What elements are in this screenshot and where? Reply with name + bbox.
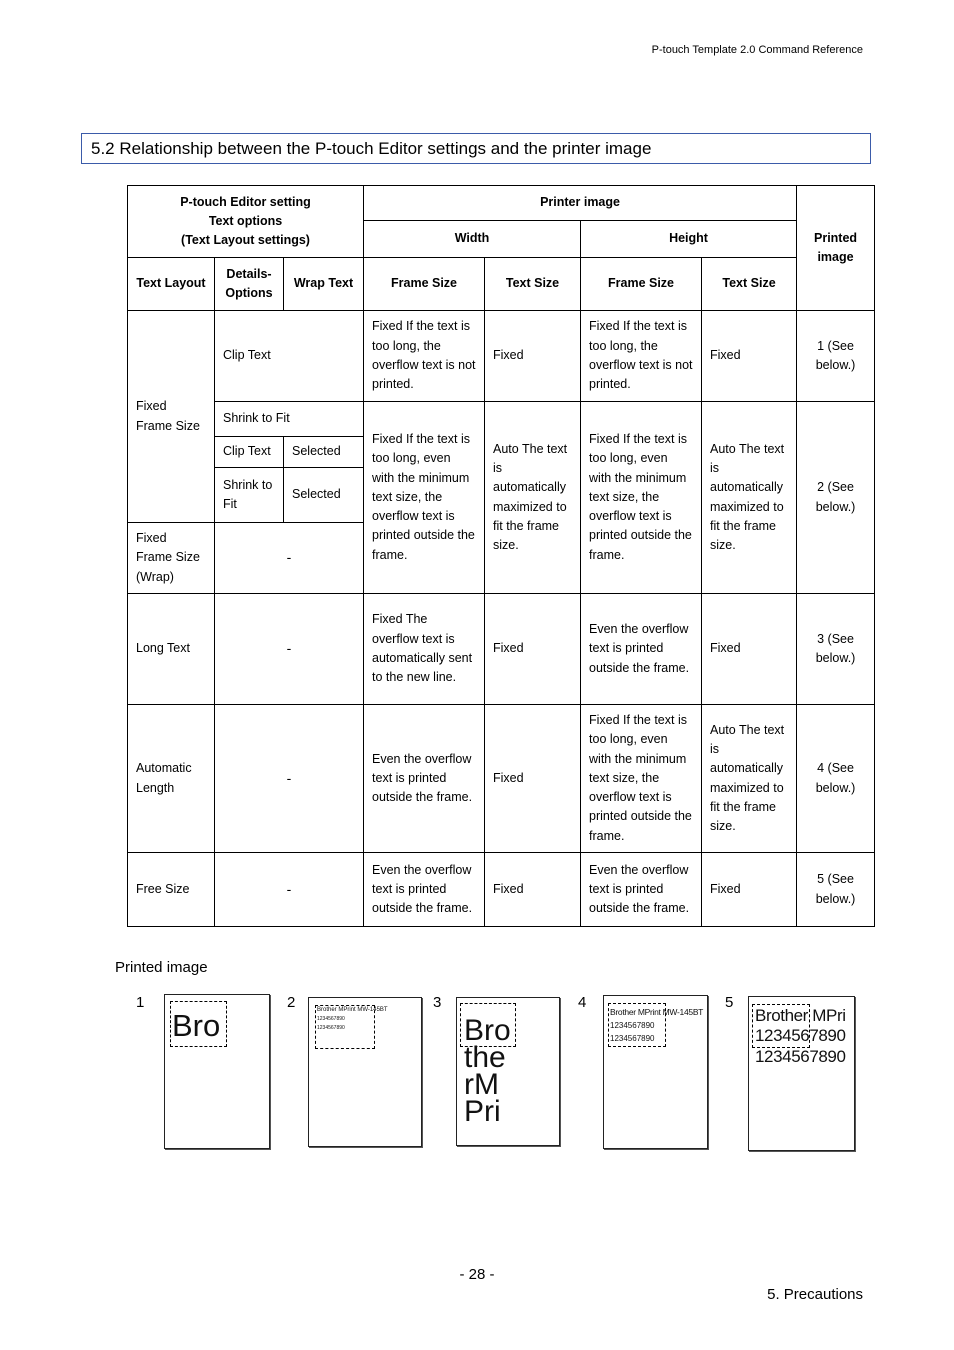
cell-option: -	[215, 853, 364, 927]
cell-text-layout: Fixed Frame Size (Wrap)	[128, 523, 215, 594]
cell-width-frame: Fixed If the text is too long, the overflow text is not printed.	[364, 311, 485, 402]
footer-section-title: 5. Precautions	[767, 1286, 863, 1303]
sample-text-line: Brother MPrint MW-145BT	[317, 1007, 388, 1013]
printed-sample-5	[748, 996, 855, 1151]
cell-text-layout: Free Size	[128, 853, 215, 927]
sample-text-line: Bro	[464, 1014, 511, 1047]
cell-height-frame: Even the overflow text is printed outside the frame.	[581, 594, 702, 705]
sample-text-line: 1234567890	[755, 1047, 846, 1066]
cell-height-frame: Fixed If the text is too long, even with the minimum text size, the overflow text is printed outside the frame.	[581, 402, 702, 594]
cell-height-text: Auto The text is automatically maximized to fit the frame size.	[702, 705, 797, 853]
cell-width-frame: Even the overflow text is printed outside the frame.	[364, 705, 485, 853]
header-text-layout: Text Layout	[128, 258, 215, 311]
cell-sub-option-value: Selected	[284, 468, 364, 523]
sample-text-line: Brother MPri	[755, 1006, 846, 1025]
cell-printed-image-ref: 5 (See below.)	[797, 853, 875, 927]
header-width: Width	[364, 221, 581, 258]
header-details-options: Details-Options	[215, 258, 284, 311]
cell-option: -	[215, 523, 364, 594]
sample-text-line: Bro	[172, 1008, 221, 1043]
cell-text-layout: Long Text	[128, 594, 215, 705]
cell-sub-option: Shrink to Fit	[215, 468, 284, 523]
header-height: Height	[581, 221, 797, 258]
sample-text-line: the	[464, 1041, 506, 1074]
cell-width-frame: Fixed The overflow text is automatically sent to the new line.	[364, 594, 485, 705]
header-editor-setting-line: Text options	[208, 213, 283, 228]
header-printed-image: Printed image	[797, 186, 875, 311]
sample-number: 2	[287, 994, 296, 1011]
sample-number: 4	[578, 994, 587, 1011]
header-editor-setting	[128, 186, 364, 258]
header-editor-setting-line: (Text Layout settings)	[181, 233, 310, 248]
cell-text-layout: Automatic Length	[128, 705, 215, 853]
cell-printed-image-ref: 3 (See below.)	[797, 594, 875, 705]
cell-height-frame: Even the overflow text is printed outside the frame.	[581, 853, 702, 927]
cell-option: Shrink to Fit	[215, 402, 364, 437]
cell-option: -	[215, 594, 364, 705]
cell-printed-image-ref: 2 (See below.)	[797, 402, 875, 594]
cell-width-text: Auto The text is automatically maximized to fit the frame size.	[485, 402, 581, 594]
cell-height-text: Fixed	[702, 594, 797, 705]
cell-text-layout: Fixed Frame Size	[128, 311, 215, 523]
cell-sub-option: Clip Text	[215, 437, 284, 468]
cell-height-text: Auto The text is automatically maximized to fit the frame size.	[702, 402, 797, 594]
section-heading: 5.2 Relationship between the P-touch Editor settings and the printer image	[81, 133, 871, 164]
cell-width-text: Fixed	[485, 705, 581, 853]
sample-text-line: 1234567890	[755, 1026, 846, 1045]
sample-number: 5	[725, 994, 734, 1011]
sample-text-line: Pri	[464, 1095, 501, 1128]
cell-sub-option-value: Selected	[284, 437, 364, 468]
cell-height-frame: Fixed If the text is too long, even with the minimum text size, the overflow text is printed outside the frame.	[581, 705, 702, 853]
cell-option: -	[215, 705, 364, 853]
sample-text-line: rM	[464, 1068, 499, 1101]
header-printer-image: Printer image	[364, 186, 797, 221]
cell-printed-image-ref: 1 (See below.)	[797, 311, 875, 402]
sample-text-line: 1234567890	[317, 1025, 345, 1031]
cell-width-text: Fixed	[485, 853, 581, 927]
printed-sample-3	[456, 997, 560, 1146]
printed-sample-4	[603, 995, 708, 1149]
sample-text-line: 1234567890	[317, 1016, 345, 1022]
printed-image-label: Printed image	[115, 959, 208, 976]
cell-width-frame: Fixed If the text is too long, even with the minimum text size, the overflow text is printed outside the frame.	[364, 402, 485, 594]
header-editor-setting-line: P-touch Editor setting	[180, 194, 311, 209]
sample-text-line: Brother MPrint MW-145BT	[610, 1007, 704, 1017]
sample-number: 3	[433, 994, 442, 1011]
cell-width-text: Fixed	[485, 594, 581, 705]
cell-height-text: Fixed	[702, 311, 797, 402]
header-width-text-size: Text Size	[485, 258, 581, 311]
document-header-title: P-touch Template 2.0 Command Reference	[651, 44, 863, 56]
settings-relationship-table	[127, 185, 875, 927]
header-wrap-text: Wrap Text	[284, 258, 364, 311]
cell-option: Clip Text	[215, 311, 364, 402]
header-height-text-size: Text Size	[702, 258, 797, 311]
cell-height-frame: Fixed If the text is too long, the overflow text is not printed.	[581, 311, 702, 402]
header-width-frame-size: Frame Size	[364, 258, 485, 311]
cell-width-text: Fixed	[485, 311, 581, 402]
cell-width-frame: Even the overflow text is printed outside the frame.	[364, 853, 485, 927]
printed-sample-1	[164, 994, 270, 1149]
printed-sample-2	[308, 997, 422, 1147]
page-number: - 28 -	[459, 1266, 495, 1283]
sample-number: 1	[136, 994, 145, 1011]
cell-printed-image-ref: 4 (See below.)	[797, 705, 875, 853]
sample-text-line: 1234567890	[610, 1034, 655, 1043]
cell-height-text: Fixed	[702, 853, 797, 927]
header-height-frame-size: Frame Size	[581, 258, 702, 311]
sample-text-line: 1234567890	[610, 1021, 655, 1030]
